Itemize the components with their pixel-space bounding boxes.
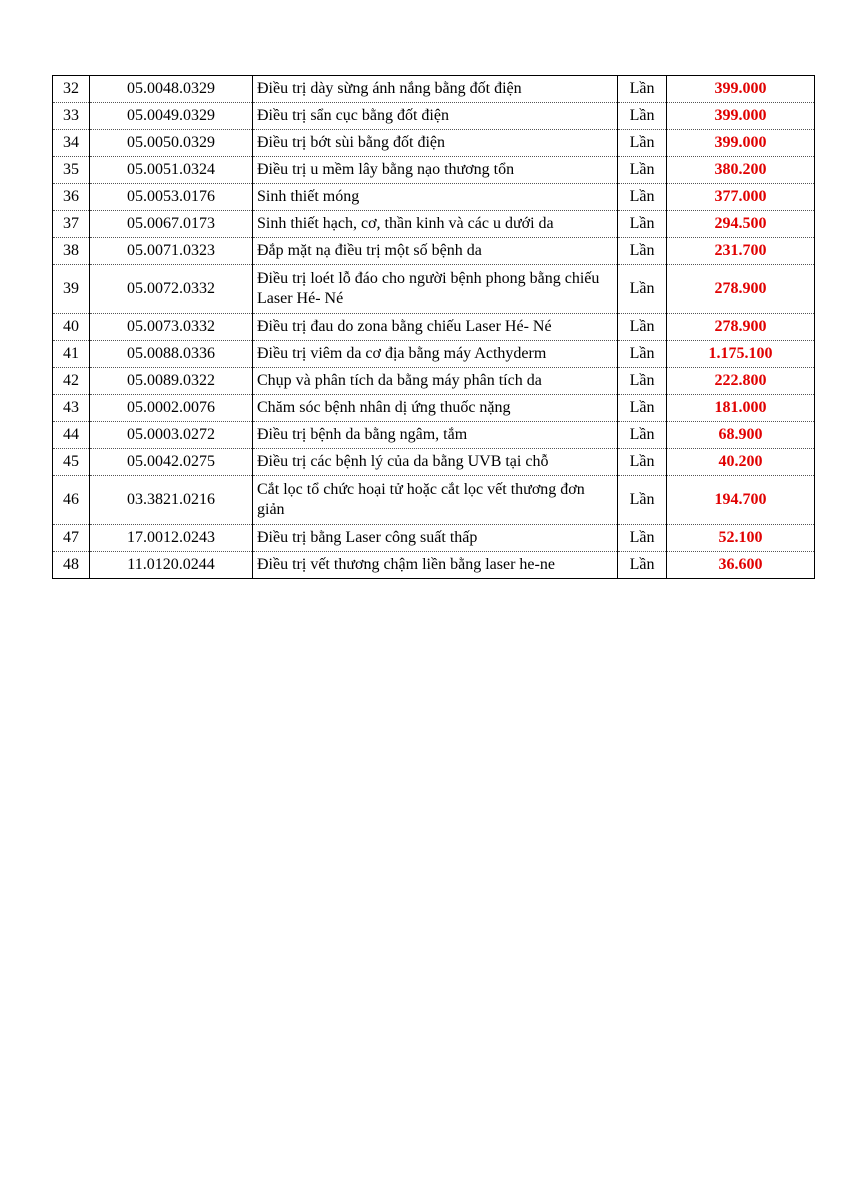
service-code: 05.0042.0275 <box>90 449 253 476</box>
unit: Lần <box>618 314 667 341</box>
service-name: Điều trị loét lỗ đáo cho người bệnh phong bằng chiếu Laser Hé- Né <box>253 265 618 314</box>
service-code: 05.0049.0329 <box>90 103 253 130</box>
service-code: 05.0073.0332 <box>90 314 253 341</box>
row-number: 33 <box>53 103 90 130</box>
service-name: Điều trị vết thương chậm liền bằng laser he-ne <box>253 552 618 579</box>
unit: Lần <box>618 265 667 314</box>
unit: Lần <box>618 449 667 476</box>
service-name: Điều trị viêm da cơ địa bằng máy Acthyderm <box>253 341 618 368</box>
table-row <box>53 157 815 184</box>
unit: Lần <box>618 184 667 211</box>
service-name: Điều trị sẩn cục bằng đốt điện <box>253 103 618 130</box>
table-row <box>53 103 815 130</box>
price: 194.700 <box>667 476 815 525</box>
price: 40.200 <box>667 449 815 476</box>
table-row <box>53 395 815 422</box>
table-row <box>53 525 815 552</box>
unit: Lần <box>618 157 667 184</box>
row-number: 36 <box>53 184 90 211</box>
table-row <box>53 552 815 579</box>
unit: Lần <box>618 130 667 157</box>
service-name: Điều trị bằng Laser công suất thấp <box>253 525 618 552</box>
unit: Lần <box>618 552 667 579</box>
row-number: 35 <box>53 157 90 184</box>
table-row <box>53 130 815 157</box>
price: 278.900 <box>667 265 815 314</box>
table-row <box>53 476 815 525</box>
price: 399.000 <box>667 130 815 157</box>
table-row <box>53 368 815 395</box>
row-number: 42 <box>53 368 90 395</box>
service-code: 17.0012.0243 <box>90 525 253 552</box>
unit: Lần <box>618 476 667 525</box>
service-code: 05.0051.0324 <box>90 157 253 184</box>
price: 181.000 <box>667 395 815 422</box>
service-name: Chăm sóc bệnh nhân dị ứng thuốc nặng <box>253 395 618 422</box>
service-name: Sinh thiết hạch, cơ, thần kinh và các u dưới da <box>253 211 618 238</box>
service-name: Điều trị dày sừng ánh nắng bằng đốt điện <box>253 76 618 103</box>
unit: Lần <box>618 341 667 368</box>
table-row <box>53 184 815 211</box>
service-name: Sinh thiết móng <box>253 184 618 211</box>
service-code: 05.0002.0076 <box>90 395 253 422</box>
service-code: 05.0003.0272 <box>90 422 253 449</box>
service-name: Cắt lọc tổ chức hoại tử hoặc cắt lọc vết thương đơn giản <box>253 476 618 525</box>
row-number: 34 <box>53 130 90 157</box>
service-name: Điều trị bệnh da bằng ngâm, tắm <box>253 422 618 449</box>
price-table <box>52 75 815 579</box>
service-code: 05.0072.0332 <box>90 265 253 314</box>
unit: Lần <box>618 525 667 552</box>
price: 1.175.100 <box>667 341 815 368</box>
unit: Lần <box>618 368 667 395</box>
row-number: 45 <box>53 449 90 476</box>
table-row <box>53 341 815 368</box>
row-number: 47 <box>53 525 90 552</box>
service-name: Chụp và phân tích da bằng máy phân tích da <box>253 368 618 395</box>
row-number: 38 <box>53 238 90 265</box>
unit: Lần <box>618 103 667 130</box>
table-row <box>53 449 815 476</box>
unit: Lần <box>618 211 667 238</box>
unit: Lần <box>618 395 667 422</box>
price: 231.700 <box>667 238 815 265</box>
row-number: 41 <box>53 341 90 368</box>
row-number: 46 <box>53 476 90 525</box>
price: 380.200 <box>667 157 815 184</box>
table-row <box>53 265 815 314</box>
service-code: 05.0048.0329 <box>90 76 253 103</box>
service-code: 05.0089.0322 <box>90 368 253 395</box>
service-code: 05.0088.0336 <box>90 341 253 368</box>
row-number: 40 <box>53 314 90 341</box>
table-row <box>53 76 815 103</box>
row-number: 44 <box>53 422 90 449</box>
price: 68.900 <box>667 422 815 449</box>
service-code: 03.3821.0216 <box>90 476 253 525</box>
row-number: 32 <box>53 76 90 103</box>
price: 399.000 <box>667 76 815 103</box>
service-code: 05.0050.0329 <box>90 130 253 157</box>
table-row <box>53 314 815 341</box>
table-row <box>53 238 815 265</box>
row-number: 37 <box>53 211 90 238</box>
service-code: 05.0071.0323 <box>90 238 253 265</box>
unit: Lần <box>618 238 667 265</box>
unit: Lần <box>618 76 667 103</box>
price: 399.000 <box>667 103 815 130</box>
row-number: 43 <box>53 395 90 422</box>
price: 294.500 <box>667 211 815 238</box>
service-name: Điều trị các bệnh lý của da bằng UVB tại chỗ <box>253 449 618 476</box>
row-number: 39 <box>53 265 90 314</box>
service-name: Điều trị u mềm lây bằng nạo thương tổn <box>253 157 618 184</box>
row-number: 48 <box>53 552 90 579</box>
service-code: 05.0053.0176 <box>90 184 253 211</box>
price: 52.100 <box>667 525 815 552</box>
service-name: Điều trị bớt sùi bằng đốt điện <box>253 130 618 157</box>
table-row <box>53 211 815 238</box>
unit: Lần <box>618 422 667 449</box>
price: 222.800 <box>667 368 815 395</box>
table-row <box>53 422 815 449</box>
price: 377.000 <box>667 184 815 211</box>
service-code: 05.0067.0173 <box>90 211 253 238</box>
price: 278.900 <box>667 314 815 341</box>
service-name: Đắp mặt nạ điều trị một số bệnh da <box>253 238 618 265</box>
service-name: Điều trị đau do zona bằng chiếu Laser Hé- Né <box>253 314 618 341</box>
price: 36.600 <box>667 552 815 579</box>
service-code: 11.0120.0244 <box>90 552 253 579</box>
table-body <box>53 76 815 579</box>
